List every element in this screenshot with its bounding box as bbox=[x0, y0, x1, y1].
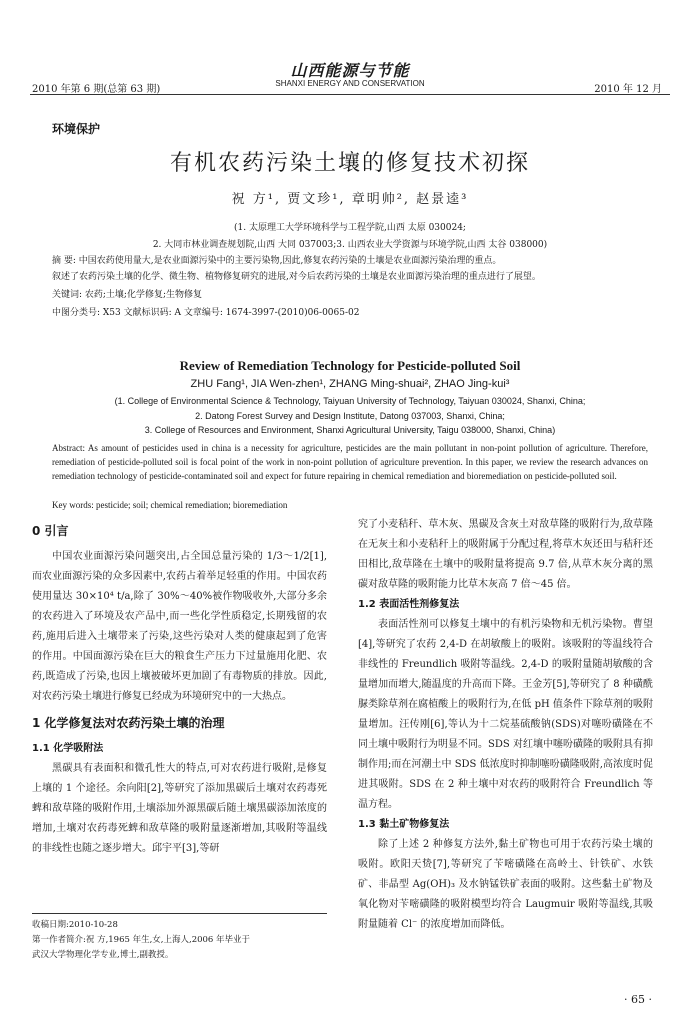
keywords-cn: 关键词: 农药;土壤;化学修复;生物修复 bbox=[52, 290, 202, 300]
page-number: · 65 · bbox=[624, 993, 652, 1006]
affiliation-cn-1: (1. 太原理工大学环境科学与工程学院,山西 太原 030024; bbox=[234, 223, 466, 233]
footnote-author-2: 武汉大学物理化学专业,博士,副教授。 bbox=[32, 950, 174, 960]
heading-1-1: 1.1 化学吸附法 bbox=[32, 743, 104, 754]
paragraph-1-3: 除了上述 2 种修复方法外,黏土矿物也可用于农药污染土壤的吸附。欧阳天贽[7],等研究了苄嘧磺隆在高岭土、针铁矿、水铁矿、非晶型 Ag(OH)₃ 及水钠锰铁矿表面的吸附。这些黏土矿物及氧化物对苄嘧磺隆的吸附模型均符合 Laugmuir 吸附等温线,其吸附量随着 Cl⁻ 的浓度增加而降低。 bbox=[358, 839, 653, 930]
heading-1: 1 化学修复法对农药污染土壤的治理 bbox=[32, 716, 225, 730]
authors-en: ZHU Fang¹, JIA Wen-zhen¹, ZHANG Ming-shuai², ZHAO Jing-kui³ bbox=[190, 378, 510, 390]
paragraph-1-2: 表面活性剂可以修复土壤中的有机污染物和无机污染物。曹望[4],等研究了农药 2,4-D 在胡敏酸上的吸附。该吸附的等温线符合非线性的 Freundlich 吸附等温线。2,4-D 的吸附量随胡敏酸的含量增加而增大,随温度的升高而下降。王金芳[5],等研究了 8 种磺酰脲类除草剂在腐植酸上的吸附行为,在低 pH 值条件下除草剂的吸附量增加。汪传刚[6],等认为十二烷基硫酸钠(SDS)对噻吩磺隆在不同土壤中吸附行为明显不同。SDS 对红壤中噻吩磺隆的吸附具有抑制作用;而在河潮土中 SDS 低浓度时抑制噻吩磺隆吸附,高浓度时促进其吸附。SDS 在 2 种土壤中对农药的吸附符合 Freundlich 等温方程。 bbox=[358, 619, 653, 810]
keywords-en: Key words: pesticide; soil; chemical remediation; bioremediation bbox=[52, 500, 288, 510]
footnote-rule bbox=[32, 913, 327, 914]
paper-title-en: Review of Remediation Technology for Pesticide-polluted Soil bbox=[179, 358, 521, 373]
paper-title-cn: 有机农药污染土壤的修复技术初探 bbox=[169, 151, 530, 176]
footnote-author-1: 第一作者简介:祝 方,1965 年生,女,上海人,2006 年毕业于 bbox=[32, 935, 251, 945]
authors-cn: 祝 方¹, 贾文珍¹, 章明帅², 赵景逵³ bbox=[231, 192, 469, 207]
paragraph-intro: 中国农业面源污染问题突出,占全国总量污染的 1/3～1/2[1],而农业面源污染的众多因素中,农药占着举足轻重的作用。中国农药使用量达 30×10⁴ t/a,除了 30%～40%被作物吸收外,大部分多余的农药进入了环境及农产品中,而一些化学性质稳定,长期残留的农药,施用后进入土壤带来了污染,这些污染对人类的健康起到了危害的作用。中国面源污染在巨大的粮食生产压力下过量施用化肥、农药,既造成了污染,也因上壤被破坏更加剧了有毒物质的排放。因此,对农药污染土壤进行修复已经成为环境研究中的一大热点。 bbox=[32, 551, 327, 702]
abstract-cn-line-2: 叙述了农药污染土壤的化学、微生物、植物修复研究的进展,对今后农药污染的土壤是农业面源污染治理的重点进行了展望。 bbox=[52, 272, 541, 282]
affiliation-en-3: 3. College of Resources and Environment, Shanxi Agricultural University, Taigu 038000, Shanxi, China) bbox=[144, 425, 556, 435]
body-right-column bbox=[358, 515, 653, 935]
header-rule bbox=[30, 94, 670, 95]
paragraph-1-1: 黑碳具有表面积和微孔性大的特点,可对农药进行吸附,是修复上壤的 1 个途径。余向阳[2],等研究了添加黑碳后土壤对农药毒死蜱和敌草隆的吸附作用,土壤添加外源黑碳后随土壤黑碳添加浓度的增加,土壤对农药毒死蜱和敌草隆的吸附量逐渐增加,其吸附等温线的非线性也随之逐步增大。邱宇平[3],等研 bbox=[32, 763, 327, 854]
affiliation-cn-2: 2. 大同市林业调查规划院,山西 大同 037003;3. 山西农业大学资源与环境学院,山西 太谷 038000) bbox=[152, 240, 548, 250]
journal-title-en: SHANXI ENERGY AND CONSERVATION bbox=[275, 79, 425, 88]
paragraph-continued: 究了小麦秸秆、草木灰、黑碳及含灰土对敌草隆的吸附行为,敌草隆在无灰土和小麦秸秆上的吸附属于分配过程,将草木灰还田与秸秆还田相比,敌草隆在土壤中的吸附量将提高 9.7 倍,从草木灰分离的黑碳对敌草隆的吸附能力比草木灰高 7 倍～45 倍。 bbox=[358, 519, 653, 590]
affiliation-en-1: (1. College of Environmental Science & Technology, Taiyuan University of Technology, Taiyuan 030024, Shanxi, China; bbox=[114, 396, 586, 406]
classification: 中图分类号: X53 文献标识码: A 文章编号: 1674-3997-(2010)06-0065-02 bbox=[52, 308, 360, 318]
header-date: 2010 年 12 月 bbox=[594, 84, 662, 95]
heading-1-3: 1.3 黏土矿物修复法 bbox=[358, 819, 450, 830]
affiliation-en-2: 2. Datong Forest Survey and Design Institute, Datong 037003, Shanxi, China; bbox=[195, 411, 505, 421]
footnote-received: 收稿日期:2010-10-28 bbox=[32, 920, 118, 930]
abstract-cn-line-1: 摘 要: 中国农药使用量大,是农业面源污染中的主要污染物,因此,修复农药污染的土壤是农业面源污染治理的重点。 bbox=[52, 256, 502, 266]
abstract-en: Abstract: As amount of pesticides used in china is a necessity for agriculture, pesticides are the main pollutant in non-point pollution of agriculture. Therefore, remediation of pesticide-polluted soil is focal point of the work in non-point pollution of agriculture prevention. In this paper, we review the research advances on remediation technology of pesticide-contaminated soil and expect for future repairing in chemical remediation and bioremediation on pesticide-polluted soil. bbox=[52, 443, 648, 481]
heading-1-2: 1.2 表面活性剂修复法 bbox=[358, 599, 460, 610]
body-left-column bbox=[32, 515, 327, 859]
header-issue: 2010 年第 6 期(总第 63 期) bbox=[32, 84, 161, 95]
heading-0: 0 引言 bbox=[32, 524, 69, 538]
section-tag: 环境保护 bbox=[52, 122, 101, 136]
journal-title-cn: 山西能源与节能 bbox=[290, 61, 410, 80]
